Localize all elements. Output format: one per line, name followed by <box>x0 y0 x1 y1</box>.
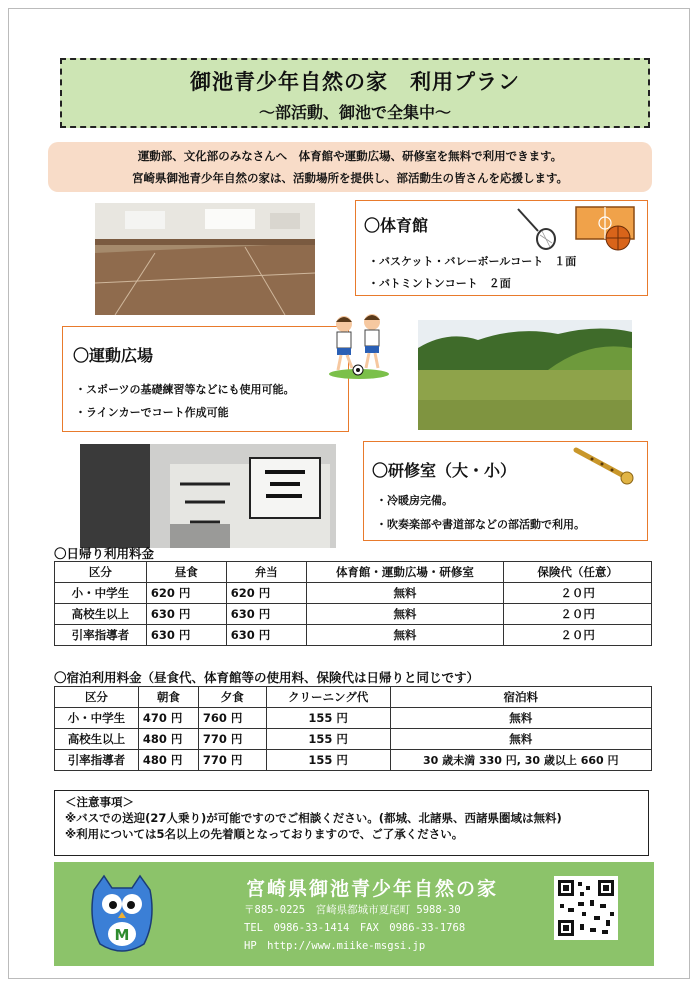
table-row <box>55 750 652 771</box>
owl-mascot-icon <box>84 870 160 960</box>
stay-fee-header: 夕食 <box>198 687 266 708</box>
notes-line-2: ※利用については5名以上の先着順となっておりますので、ご了承ください。 <box>65 827 464 841</box>
day-fee-cell: 無料 <box>306 604 504 625</box>
stay-fee-cell: 770 円 <box>198 729 266 750</box>
badminton-racket-icon <box>514 205 558 251</box>
notes-heading: ＜注意事項＞ <box>65 795 134 809</box>
table-row <box>55 583 652 604</box>
intro-line-2: 宮崎県御池青少年自然の家は、活動場所を提供し、部活動生の皆さんを応援します。 <box>131 171 569 185</box>
table-row <box>55 625 652 646</box>
day-fee-table <box>54 561 652 646</box>
stay-fee-header: 区分 <box>55 687 139 708</box>
day-fee-cell: ２０円 <box>504 583 652 604</box>
day-fee-header: 区分 <box>55 562 147 583</box>
stay-fee-header: クリーニング代 <box>266 687 390 708</box>
stay-fee-cell: 引率指導者 <box>55 750 139 771</box>
field-item-2: ・ラインカーでコート作成可能 <box>75 406 229 419</box>
day-fee-cell: ２０円 <box>504 625 652 646</box>
day-fee-cell: 630 円 <box>226 604 306 625</box>
day-fee-cell: 620 円 <box>226 583 306 604</box>
day-fee-cell: 高校生以上 <box>55 604 147 625</box>
room-info-box <box>363 441 648 541</box>
field-info-box <box>62 326 349 432</box>
day-fee-header-row <box>55 562 652 583</box>
stay-fee-cell: 無料 <box>390 708 652 729</box>
notes-box <box>54 790 649 856</box>
intro-line-1: 運動部、文化部のみなさんへ 体育館や運動広場、研修室を無料で利用できます。 <box>137 149 563 163</box>
stay-fee-cell: 無料 <box>390 729 652 750</box>
gym-title: 〇体育館 <box>364 216 429 235</box>
day-fee-header: 弁当 <box>226 562 306 583</box>
table-row <box>55 729 652 750</box>
mascot-letter: M <box>114 926 130 944</box>
table-row <box>55 604 652 625</box>
stay-fee-cell: 155 円 <box>266 729 390 750</box>
stay-fee-cell: 高校生以上 <box>55 729 139 750</box>
intro-banner <box>48 142 652 192</box>
field-photo <box>418 320 632 430</box>
room-photo <box>80 444 336 548</box>
footer-address: 〒885-0225 宮崎県都城市夏尾町 5988-30 <box>244 904 461 916</box>
page-subtitle: ～部活動、御池で全集中～ <box>258 103 451 122</box>
stay-fee-cell: 760 円 <box>198 708 266 729</box>
footer-website[interactable]: HP http://www.miike-msgsi.jp <box>244 940 426 952</box>
gym-item-1: ・バスケット・バレーボールコート １面 <box>368 255 577 268</box>
basketball-court-icon <box>574 205 636 253</box>
stay-fee-cell: 155 円 <box>266 708 390 729</box>
page-title: 御池青少年自然の家 利用プラン <box>190 70 520 94</box>
day-fee-cell: 630 円 <box>226 625 306 646</box>
stay-fee-cell: 480 円 <box>138 729 198 750</box>
footer-phone: TEL 0986-33-1414 FAX 0986-33-1768 <box>244 922 466 934</box>
stay-fee-cell: 小・中学生 <box>55 708 139 729</box>
saxophone-icon <box>572 446 636 486</box>
day-fee-cell: 無料 <box>306 583 504 604</box>
stay-fee-cell: 470 円 <box>138 708 198 729</box>
day-fee-header: 昼食 <box>146 562 226 583</box>
room-item-2: ・吹奏楽部や書道部などの部活動で利用。 <box>376 518 585 531</box>
footer-banner <box>54 862 654 966</box>
gym-info-box <box>355 200 648 296</box>
day-fee-cell: 630 円 <box>146 604 226 625</box>
stay-fee-cell: 155 円 <box>266 750 390 771</box>
gym-item-2: ・バトミントンコート ２面 <box>368 277 511 290</box>
room-item-1: ・冷暖房完備。 <box>376 494 453 507</box>
stay-fee-title: 〇宿泊利用料金（昼食代、体育館等の使用料、保険代は日帰りと同じです） <box>54 670 480 685</box>
soccer-kids-icon <box>322 310 396 380</box>
day-fee-cell: 引率指導者 <box>55 625 147 646</box>
notes-line-1: ※バスでの送迎(27人乗り)が可能ですのでご相談ください。(都城、北諸県、西諸県圏域は無料) <box>65 811 562 825</box>
day-fee-cell: 小・中学生 <box>55 583 147 604</box>
field-title: 〇運動広場 <box>73 346 154 365</box>
day-fee-cell: 無料 <box>306 625 504 646</box>
qr-code-icon <box>554 876 618 940</box>
gym-photo <box>95 203 315 315</box>
stay-fee-header-row <box>55 687 652 708</box>
stay-fee-cell: 30 歳未満 330 円, 30 歳以上 660 円 <box>390 750 652 771</box>
day-fee-cell: 620 円 <box>146 583 226 604</box>
footer-org-name: 宮崎県御池青少年自然の家 <box>246 878 499 900</box>
day-fee-header: 体育館・運動広場・研修室 <box>306 562 504 583</box>
day-fee-cell: ２０円 <box>504 604 652 625</box>
stay-fee-cell: 770 円 <box>198 750 266 771</box>
day-fee-title: 〇日帰り利用料金 <box>54 546 155 561</box>
title-banner <box>60 58 650 128</box>
room-title: 〇研修室（大・小） <box>372 461 517 480</box>
stay-fee-header: 朝食 <box>138 687 198 708</box>
stay-fee-header: 宿泊料 <box>390 687 652 708</box>
stay-fee-cell: 480 円 <box>138 750 198 771</box>
day-fee-cell: 630 円 <box>146 625 226 646</box>
field-item-1: ・スポーツの基礎練習等などにも使用可能。 <box>75 383 295 396</box>
table-row <box>55 708 652 729</box>
stay-fee-table <box>54 686 652 771</box>
day-fee-header: 保険代（任意） <box>504 562 652 583</box>
